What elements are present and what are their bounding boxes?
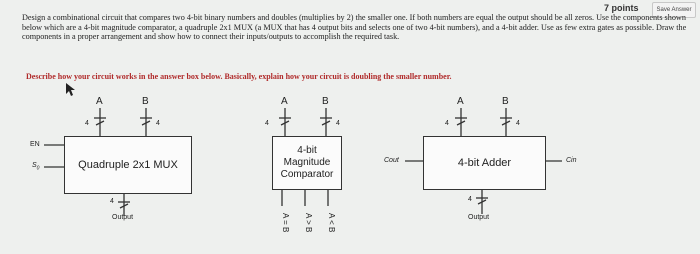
mux-input-b-label: B <box>142 96 149 107</box>
mux-title: Quadruple 2x1 MUX <box>78 159 178 171</box>
adder-output-label: Output <box>468 214 490 221</box>
adder-input-b-label: B <box>502 96 509 107</box>
comparator-out-less: A < B <box>327 213 336 233</box>
mux-select-label: $S_0$ <box>32 162 40 172</box>
question-text: Design a combinational circuit that compares two 4-bit binary numbers and doubles (multiplies by 2) the smaller one. If both numbers are equal the output should be all zeros. Use the components shown below which are a 4-bit magnitude comparator, a quadruple 2x1 MUX (a MUX that has 4 output bits and selects one of two 4-bit numbers), and a 4-bit adder. Use as few extra gates as possible. Draw the components in a proper arrangement and show how to connect their inputs/outputs to accomplish the required task. <box>22 13 687 42</box>
adder-cout-label: Cout <box>384 157 399 164</box>
points-label: 7 points <box>604 3 639 13</box>
mux-width-b: 4 <box>156 120 160 127</box>
comparator-out-equal: A = B <box>281 213 290 233</box>
adder-block <box>423 136 546 190</box>
comparator-out-greater: A > B <box>304 213 313 233</box>
comparator-input-b-label: B <box>322 96 329 107</box>
adder-input-a-label: A <box>457 96 464 107</box>
comparator-title: 4-bit Magnitude Comparator <box>280 145 334 180</box>
mux-input-a-label: A <box>96 96 103 107</box>
comparator-width-b: 4 <box>336 120 340 127</box>
mux-block <box>64 136 192 194</box>
instruction-text: Describe how your circuit works in the answer box below. Basically, explain how your circuit is doubling the smaller number. <box>26 72 452 81</box>
mux-enable-label: EN <box>30 141 40 148</box>
adder-width-a: 4 <box>445 120 449 127</box>
cursor-arrow <box>66 83 75 96</box>
save-answer-button[interactable]: Save Answer <box>652 2 696 18</box>
circuit-components-figure <box>0 80 700 254</box>
comparator-block <box>272 136 342 190</box>
comparator-input-a-label: A <box>281 96 288 107</box>
comparator-width-a: 4 <box>265 120 269 127</box>
adder-cin-label: Cin <box>566 157 577 164</box>
adder-output-width: 4 <box>468 196 472 203</box>
adder-title: 4-bit Adder <box>457 157 512 169</box>
adder-width-b: 4 <box>516 120 520 127</box>
mux-output-label: Output <box>112 214 134 221</box>
mux-output-width: 4 <box>110 198 114 205</box>
mux-width-a: 4 <box>85 120 89 127</box>
